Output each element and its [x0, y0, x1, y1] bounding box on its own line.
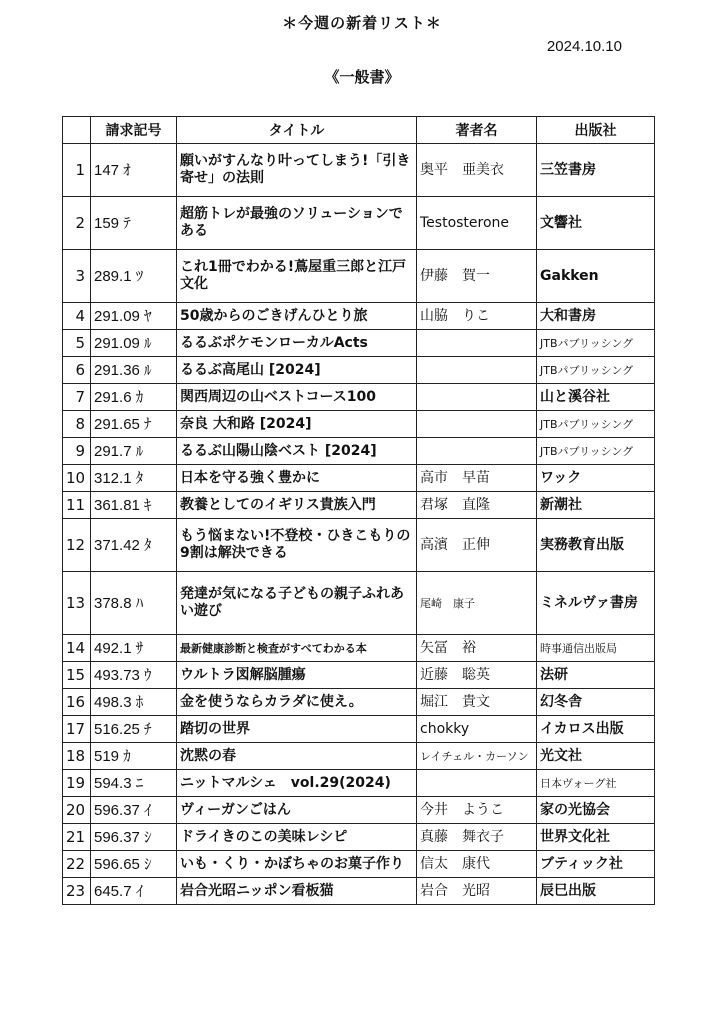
table-row — [63, 492, 655, 519]
header-call-number: 請求記号 — [91, 117, 177, 144]
call-number: 516.25 ﾁ — [91, 716, 177, 743]
call-number: 291.09 ﾙ — [91, 330, 177, 357]
call-number: 492.1 ｻ — [91, 635, 177, 662]
row-number: 6 — [63, 357, 91, 384]
book-title: 踏切の世界 — [177, 716, 417, 743]
book-publisher: 幻冬舎 — [537, 689, 655, 716]
book-publisher: ワック — [537, 465, 655, 492]
table-body — [63, 144, 655, 905]
table-row — [63, 197, 655, 250]
book-author: 高濱 正伸 — [417, 519, 537, 572]
table-row — [63, 250, 655, 303]
book-author — [417, 384, 537, 411]
book-author: 岩合 光昭 — [417, 878, 537, 905]
table-row — [63, 635, 655, 662]
book-title: ウルトラ図解脳腫瘍 — [177, 662, 417, 689]
table-row — [63, 411, 655, 438]
row-number: 19 — [63, 770, 91, 797]
header-publisher: 出版社 — [537, 117, 655, 144]
row-number: 18 — [63, 743, 91, 770]
book-author: 奥平 亜美衣 — [417, 144, 537, 197]
row-number: 2 — [63, 197, 91, 250]
book-publisher: 実務教育出版 — [537, 519, 655, 572]
document-date: 2024.10.10 — [546, 38, 622, 55]
row-number: 10 — [63, 465, 91, 492]
book-publisher: 大和書房 — [537, 303, 655, 330]
call-number: 291.36 ﾙ — [91, 357, 177, 384]
call-number: 645.7 ｲ — [91, 878, 177, 905]
call-number: 291.6 ｶ — [91, 384, 177, 411]
book-title: 超筋トレが最強のソリューションである — [177, 197, 417, 250]
row-number: 20 — [63, 797, 91, 824]
book-publisher: イカロス出版 — [537, 716, 655, 743]
book-publisher: ブティック社 — [537, 851, 655, 878]
row-number: 5 — [63, 330, 91, 357]
book-author: 堀江 貴文 — [417, 689, 537, 716]
book-publisher: ミネルヴァ書房 — [537, 572, 655, 635]
book-author: Testosterone — [417, 197, 537, 250]
book-author: レイチェル・カーソン — [417, 743, 537, 770]
book-author: 山脇 りこ — [417, 303, 537, 330]
table-row — [63, 878, 655, 905]
table-header-row — [63, 117, 655, 144]
row-number: 8 — [63, 411, 91, 438]
row-number: 23 — [63, 878, 91, 905]
row-number: 11 — [63, 492, 91, 519]
book-publisher: 時事通信出版局 — [537, 635, 655, 662]
call-number: 312.1 ﾀ — [91, 465, 177, 492]
book-title: ヴィーガンごはん — [177, 797, 417, 824]
book-author: 近藤 聡英 — [417, 662, 537, 689]
document-title: ＊今週の新着リスト＊ — [282, 14, 442, 32]
book-author: chokky — [417, 716, 537, 743]
book-publisher: JTBパブリッシング — [537, 330, 655, 357]
book-title: これ1冊でわかる!蔦屋重三郎と江戸文化 — [177, 250, 417, 303]
book-title: るるぶポケモンローカルActs — [177, 330, 417, 357]
table-row — [63, 797, 655, 824]
book-title: 岩合光昭ニッポン看板猫 — [177, 878, 417, 905]
category-heading: 《一般書》 — [324, 68, 400, 86]
header-number — [63, 117, 91, 144]
book-title: ドライきのこの美味レシピ — [177, 824, 417, 851]
book-title: もう悩まない!不登校・ひきこもりの9割は解決できる — [177, 519, 417, 572]
table-row — [63, 824, 655, 851]
table-row — [63, 743, 655, 770]
book-author: 信太 康代 — [417, 851, 537, 878]
book-publisher: 法研 — [537, 662, 655, 689]
book-title: 最新健康診断と検査がすべてわかる本 — [177, 635, 417, 662]
table-row — [63, 330, 655, 357]
table-row — [63, 519, 655, 572]
header-title: タイトル — [177, 117, 417, 144]
new-arrivals-table — [62, 116, 655, 905]
book-title: るるぶ山陽山陰ベスト [2024] — [177, 438, 417, 465]
row-number: 4 — [63, 303, 91, 330]
header-author: 著者名 — [417, 117, 537, 144]
call-number: 291.09 ﾔ — [91, 303, 177, 330]
book-author — [417, 330, 537, 357]
book-publisher: 山と溪谷社 — [537, 384, 655, 411]
call-number: 371.42 ﾀ — [91, 519, 177, 572]
book-author: 伊藤 賀一 — [417, 250, 537, 303]
table-row — [63, 303, 655, 330]
table-row — [63, 689, 655, 716]
book-title: 奈良 大和路 [2024] — [177, 411, 417, 438]
call-number: 147 ｵ — [91, 144, 177, 197]
row-number: 12 — [63, 519, 91, 572]
call-number: 596.37 ｼ — [91, 824, 177, 851]
book-title: 教養としてのイギリス貴族入門 — [177, 492, 417, 519]
table-row — [63, 572, 655, 635]
row-number: 1 — [63, 144, 91, 197]
row-number: 16 — [63, 689, 91, 716]
call-number: 519 ｶ — [91, 743, 177, 770]
call-number: 361.81 ｷ — [91, 492, 177, 519]
call-number: 289.1 ﾂ — [91, 250, 177, 303]
book-title: いも・くり・かぼちゃのお菓子作り — [177, 851, 417, 878]
book-title: 関西周辺の山ベストコース100 — [177, 384, 417, 411]
table-row — [63, 662, 655, 689]
book-publisher: 辰巳出版 — [537, 878, 655, 905]
call-number: 159 ﾃ — [91, 197, 177, 250]
book-title: 金を使うならカラダに使え。 — [177, 689, 417, 716]
book-title: 願いがすんなり叶ってしまう!「引き寄せ」の法則 — [177, 144, 417, 197]
book-title: るるぶ高尾山 [2024] — [177, 357, 417, 384]
table-row — [63, 851, 655, 878]
table-row — [63, 716, 655, 743]
row-number: 3 — [63, 250, 91, 303]
call-number: 498.3 ﾎ — [91, 689, 177, 716]
book-author: 君塚 直隆 — [417, 492, 537, 519]
book-publisher: 日本ヴォーグ社 — [537, 770, 655, 797]
book-title: ニットマルシェ vol.29(2024) — [177, 770, 417, 797]
call-number: 291.65 ﾅ — [91, 411, 177, 438]
book-publisher: 光文社 — [537, 743, 655, 770]
book-publisher: 新潮社 — [537, 492, 655, 519]
table-row — [63, 144, 655, 197]
row-number: 14 — [63, 635, 91, 662]
call-number: 291.7 ﾙ — [91, 438, 177, 465]
table-row — [63, 384, 655, 411]
row-number: 22 — [63, 851, 91, 878]
call-number: 378.8 ﾊ — [91, 572, 177, 635]
table-row — [63, 357, 655, 384]
book-author: 今井 ようこ — [417, 797, 537, 824]
book-publisher: JTBパブリッシング — [537, 438, 655, 465]
book-publisher: 文響社 — [537, 197, 655, 250]
book-publisher: 世界文化社 — [537, 824, 655, 851]
book-author: 真藤 舞衣子 — [417, 824, 537, 851]
book-publisher: JTBパブリッシング — [537, 411, 655, 438]
row-number: 13 — [63, 572, 91, 635]
book-title: 発達が気になる子どもの親子ふれあい遊び — [177, 572, 417, 635]
table-row — [63, 770, 655, 797]
call-number: 596.65 ｼ — [91, 851, 177, 878]
call-number: 493.73 ｳ — [91, 662, 177, 689]
call-number: 596.37 ｲ — [91, 797, 177, 824]
table-row — [63, 465, 655, 492]
call-number: 594.3 ﾆ — [91, 770, 177, 797]
book-title: 50歳からのごきげんひとり旅 — [177, 303, 417, 330]
row-number: 9 — [63, 438, 91, 465]
row-number: 15 — [63, 662, 91, 689]
book-title: 沈黙の春 — [177, 743, 417, 770]
book-publisher: Gakken — [537, 250, 655, 303]
book-author — [417, 770, 537, 797]
row-number: 17 — [63, 716, 91, 743]
book-publisher: 三笠書房 — [537, 144, 655, 197]
table-row — [63, 438, 655, 465]
book-author: 尾崎 康子 — [417, 572, 537, 635]
book-author: 矢冨 裕 — [417, 635, 537, 662]
book-author — [417, 411, 537, 438]
book-author — [417, 438, 537, 465]
row-number: 7 — [63, 384, 91, 411]
book-author — [417, 357, 537, 384]
book-title: 日本を守る強く豊かに — [177, 465, 417, 492]
book-author: 高市 早苗 — [417, 465, 537, 492]
book-publisher: 家の光協会 — [537, 797, 655, 824]
row-number: 21 — [63, 824, 91, 851]
book-publisher: JTBパブリッシング — [537, 357, 655, 384]
